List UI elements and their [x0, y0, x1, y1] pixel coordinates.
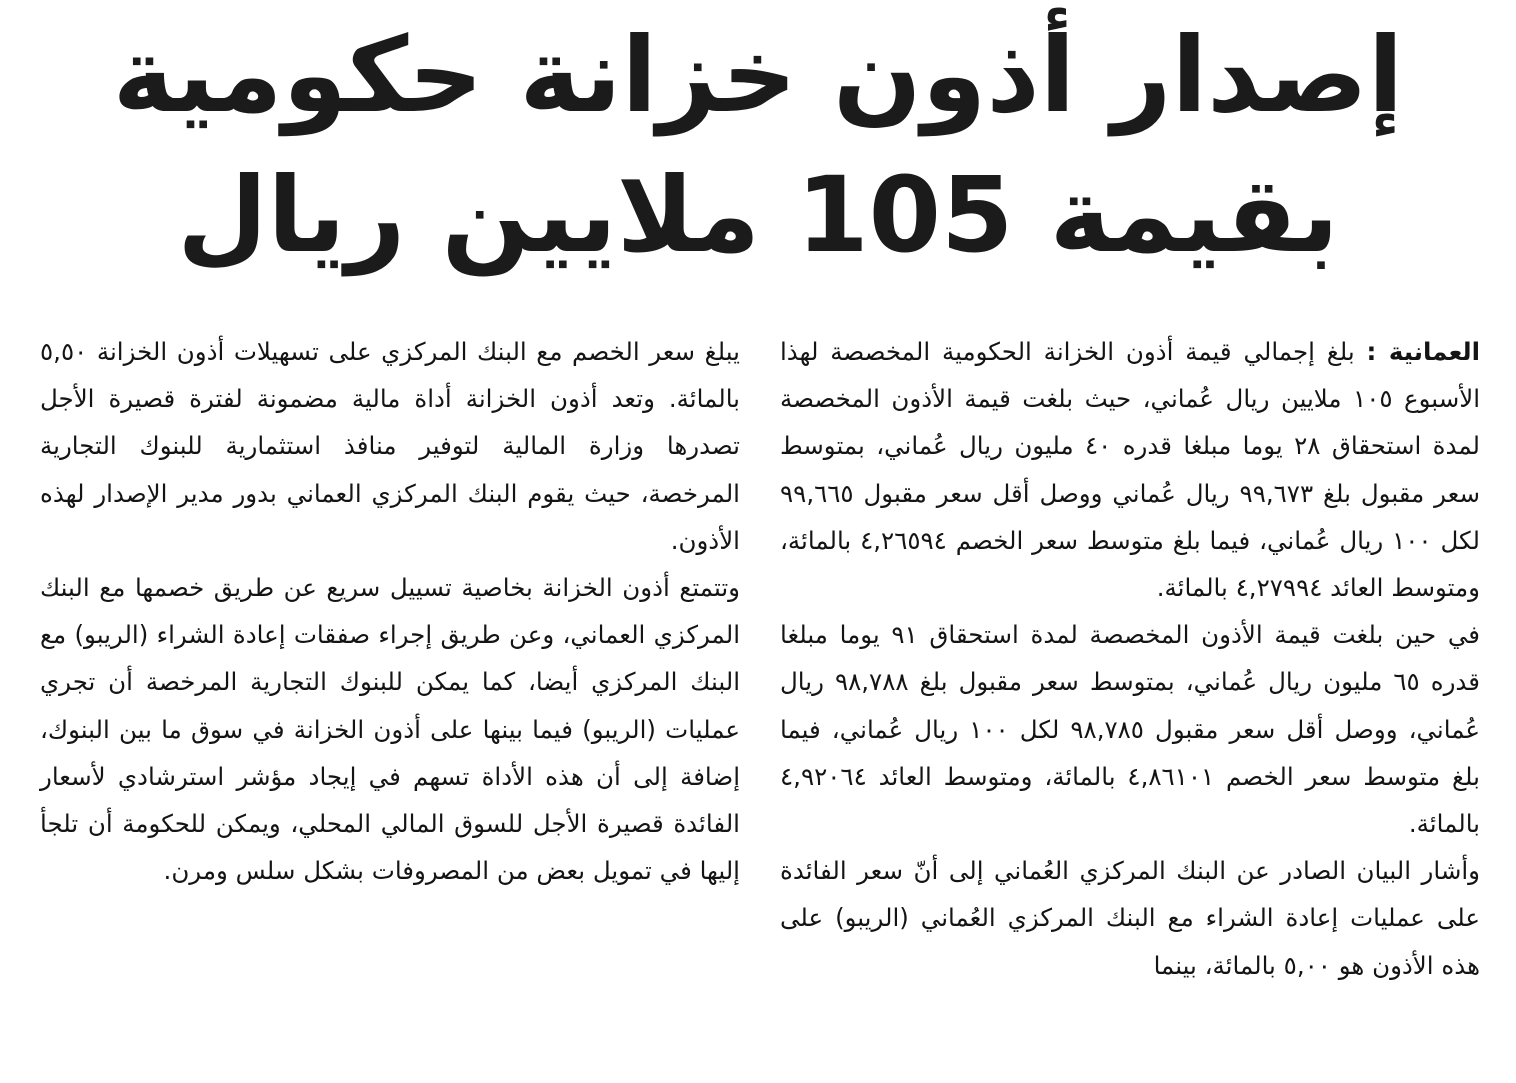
dateline: العمانية :: [1366, 337, 1480, 366]
headline-line-1: إصدار أذون خزانة حكومية: [112, 14, 1404, 136]
headline-line-2: بقيمة 105 ملايين ريال: [177, 154, 1339, 276]
article-paragraph: وتتمتع أذون الخزانة بخاصية تسييل سريع عن طريق خصمها مع البنك المركزي العماني، وعن طريق إجراء صفقات إعادة الشراء (الريبو) مع البنك المركزي أيضا، كما يمكن للبنوك التجارية المرخصة أن تجري عمليات (الريبو) فيما بينها على أذون الخزانة في سوق ما بين البنوك، إضافة إلى أن هذه الأداة تسهم في إيجاد مؤشر استرشادي لأسعار الفائدة قصيرة الأجل للسوق المالي المحلي، ويمكن للحكومة أن تلجأ إليها في تمويل بعض من المصروفات بشكل سلس ومرن.: [40, 573, 740, 886]
article-column-right: [780, 328, 1480, 989]
article-paragraph: وأشار البيان الصادر عن البنك المركزي العُماني إلى أنّ سعر الفائدة على عمليات إعادة الشراء مع البنك المركزي العُماني (الريبو) على هذه الأذون هو ٥,٠٠ بالمائة، بينما: [780, 856, 1480, 980]
article-paragraph: في حين بلغت قيمة الأذون المخصصة لمدة استحقاق ٩١ يوما مبلغا قدره ٦٥ مليون ريال عُماني، بمتوسط سعر مقبول بلغ ٩٨,٧٨٨ ريال عُماني، ووصل أقل سعر مقبول ٩٨,٧٨٥ لكل ١٠٠ ريال عُماني، فيما بلغ متوسط سعر الخصم ٤,٨٦١٠١ بالمائة، ومتوسط العائد ٤,٩٢٠٦٤ بالمائة.: [780, 620, 1480, 839]
article-paragraph: يبلغ سعر الخصم مع البنك المركزي على تسهيلات أذون الخزانة ٥,٥٠ بالمائة. وتعد أذون الخزانة أداة مالية مضمونة لفترة قصيرة الأجل تصدرها وزارة المالية لتوفير منافذ استثمارية للبنوك التجارية المرخصة، حيث يقوم البنك المركزي العماني بدور مدير الإصدار لهذه الأذون.: [40, 337, 740, 555]
paragraph-text: بلغ إجمالي قيمة أذون الخزانة الحكومية المخصصة لهذا الأسبوع ١٠٥ ملايين ريال عُماني، حيث بلغت قيمة الأذون المخصصة لمدة استحقاق ٢٨ يوما مبلغا قدره ٤٠ مليون ريال عُماني، بمتوسط سعر مقبول بلغ ٩٩,٦٧٣ ريال عُماني ووصل أقل سعر مقبول ٩٩,٦٦٥ لكل ١٠٠ ريال عُماني، فيما بلغ متوسط سعر الخصم ٤,٢٦٥٩٤ بالمائة، ومتوسط العائد ٤,٢٧٩٩٤ بالمائة.: [780, 337, 1480, 603]
article-column-left: [40, 328, 740, 894]
article-paragraph: [780, 328, 1480, 611]
